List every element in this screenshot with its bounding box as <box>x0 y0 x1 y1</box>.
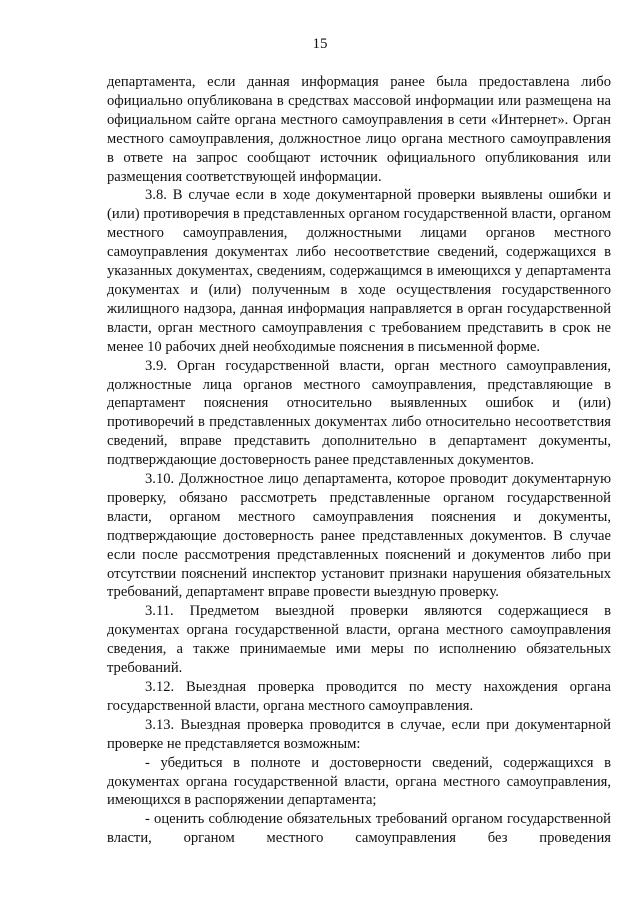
list-item-assess-compliance: - оценить соблюдение обязательных требований органом государственной власти, органом местного самоуправления без проведения <box>107 811 611 847</box>
paragraph-3-9: 3.9. Орган государственной власти, орган местного самоуправления, должностные лица органов местного самоуправления, представляющие в департамент пояснения относительно выявленных ошибок и (или) противоречий в представленных документах либо относительно несоответствия сведений, вправе представить дополнительно в департамент документы, подтверждающие достоверность ранее представленных документов. <box>107 357 611 469</box>
paragraph-3-8: 3.8. В случае если в ходе документарной проверки выявлены ошибки и (или) противоречия в представленных органом государственной власти, органом местного самоуправления, должностными лицами органов местного самоуправления документах либо несоответствие сведений, содержащихся в указанных документах, сведениям, содержащимся в имеющихся у департамента документах и (или) полученным в ходе осуществления государственного жилищного надзора, данная информация направляется в орган государственной власти, орган местного самоуправления с требованием представить в срок не менее 10 рабочих дней необходимые пояснения в письменной форме. <box>107 187 611 355</box>
paragraph-3-12: 3.12. Выездная проверка проводится по месту нахождения органа государственной власти, органа местного самоуправления. <box>107 679 611 714</box>
list-item-verify-completeness: - убедиться в полноте и достоверности сведений, содержащихся в документах органа государственной власти, органа местного самоуправления, имеющихся в распоряжении департамента; <box>107 754 611 809</box>
paragraph-3-11: 3.11. Предметом выездной проверки являются содержащиеся в документах органа государственной власти, органа местного самоуправления сведения, а также принимаемые ими меры по исполнению обязательных требований. <box>107 603 611 677</box>
paragraph-3-10: 3.10. Должностное лицо департамента, которое проводит документарную проверку, обязано рассмотреть представленные органом государственной власти, органом местного самоуправления пояснения и документы, подтверждающие достоверность ранее представленных документов. В случае если после рассмотрения представленных пояснений и документов либо при отсутствии пояснений инспектор установит признаки нарушения обязательных требований, департамент вправе провести выездную проверку. <box>107 471 611 601</box>
paragraph-continuation: департамента, если данная информация ранее была предоставлена либо официально опубликована в средствах массовой информации или размещена на официальном сайте органа местного самоуправления в сети «Интернет». Орган местного самоуправления, должностное лицо органа местного самоуправления в ответе на запрос сообщают источник официального опубликования или размещения соответствующей информации. <box>107 74 611 185</box>
paragraph-3-13: 3.13. Выездная проверка проводится в случае, если при документарной проверке не представляется возможным: <box>107 716 611 752</box>
page-number: 15 <box>312 36 328 52</box>
document-body <box>107 73 611 848</box>
